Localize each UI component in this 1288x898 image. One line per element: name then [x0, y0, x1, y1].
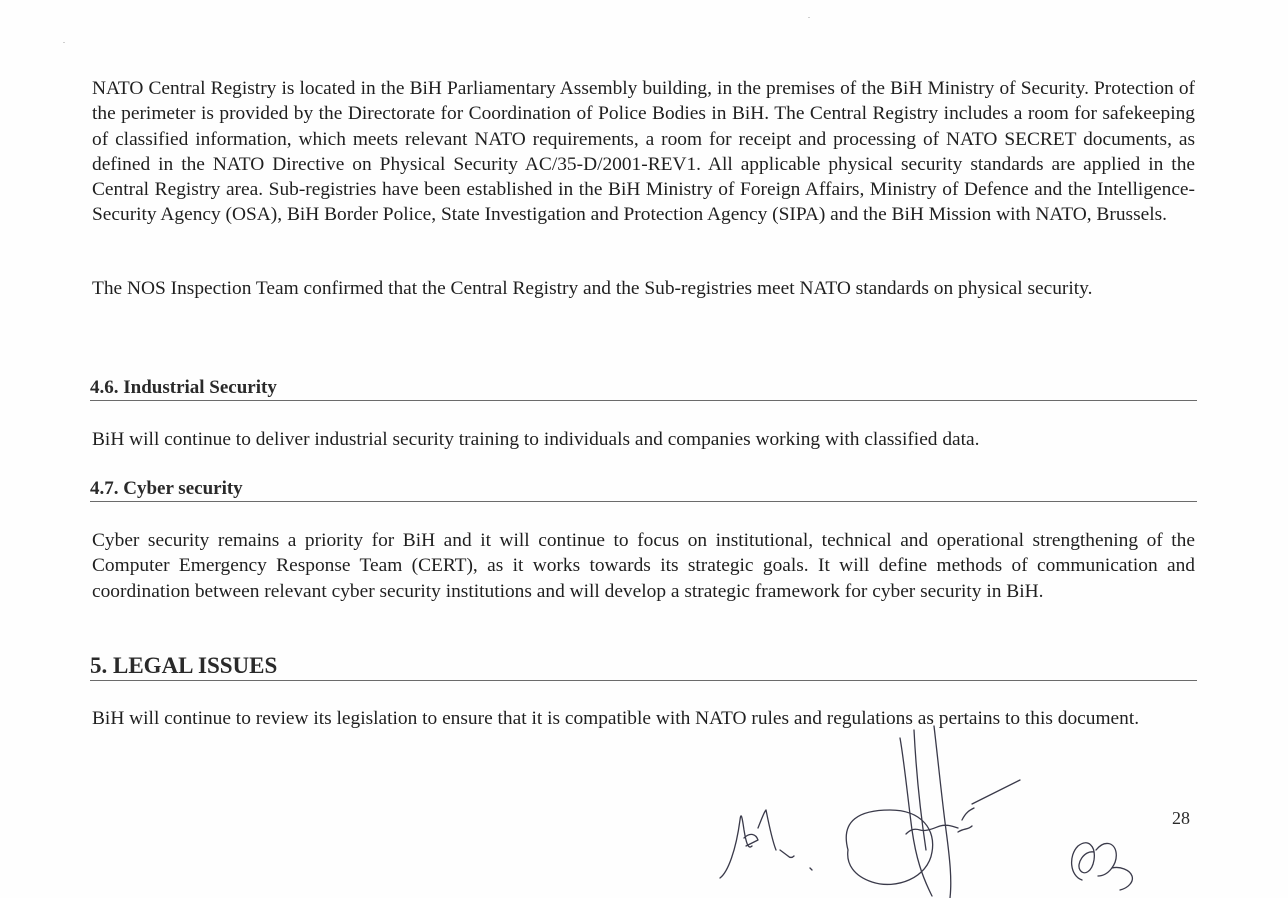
- page-number: 28: [1172, 808, 1190, 828]
- signature-2-loops: [846, 810, 932, 884]
- paragraph-industrial-security: BiH will continue to deliver industrial security training to individuals and companies working with classified data.: [92, 429, 980, 450]
- paragraph-central-registry: NATO Central Registry is located in the BiH Parliamentary Assembly building, in the premises of the BiH Ministry of Security. Protection of the perimeter is provided by the Directorate for Coordination of Police Bodies in BiH. The Central Registry includes a room for safekeeping of classified information, which meets relevant NATO requirements, a room for receipt and processing of NATO SECRET documents, as defined in the NATO Directive on Physical Security AC/35-D/2001-REV1. All applicable physical security standards are applied in the Central Registry area. Sub-registries have been established in the BiH Ministry of Foreign Affairs, Ministry of Defence and the Intelligence-Security Agency (OSA), BiH Border Police, State Investigation and Protection Agency (SIPA) and the BiH Mission with NATO, Brussels.: [92, 78, 1195, 226]
- signature-3: [1072, 843, 1133, 890]
- paragraph-cyber-security: Cyber security remains a priority for BiH and it will continue to focus on institutional, technical and operational strengthening of the Computer Emergency Response Team (CERT), as it works towards its strategic goals. It will define methods of communication and coordination between relevant cyber security institutions and will develop a strategic framework for cyber security in BiH.: [92, 530, 1195, 602]
- scan-speck: [63, 42, 65, 43]
- paragraph-legal-issues: BiH will continue to review its legislation to ensure that it is compatible with NATO rules and regulations as pertains to this document.: [92, 708, 1140, 729]
- signature-2-tail: [962, 780, 1020, 820]
- signature-2-strokes: [900, 726, 972, 898]
- heading-cyber-security: 4.7. Cyber security: [90, 477, 1197, 502]
- signature-1: [720, 810, 812, 878]
- scan-speck: [808, 17, 810, 18]
- paragraph-nos-inspection: The NOS Inspection Team confirmed that the Central Registry and the Sub-registries meet NATO standards on physical security.: [92, 278, 1093, 299]
- heading-legal-issues: 5. LEGAL ISSUES: [90, 652, 1197, 681]
- handwritten-signatures: [700, 700, 1160, 898]
- heading-industrial-security: 4.6. Industrial Security: [90, 376, 1197, 401]
